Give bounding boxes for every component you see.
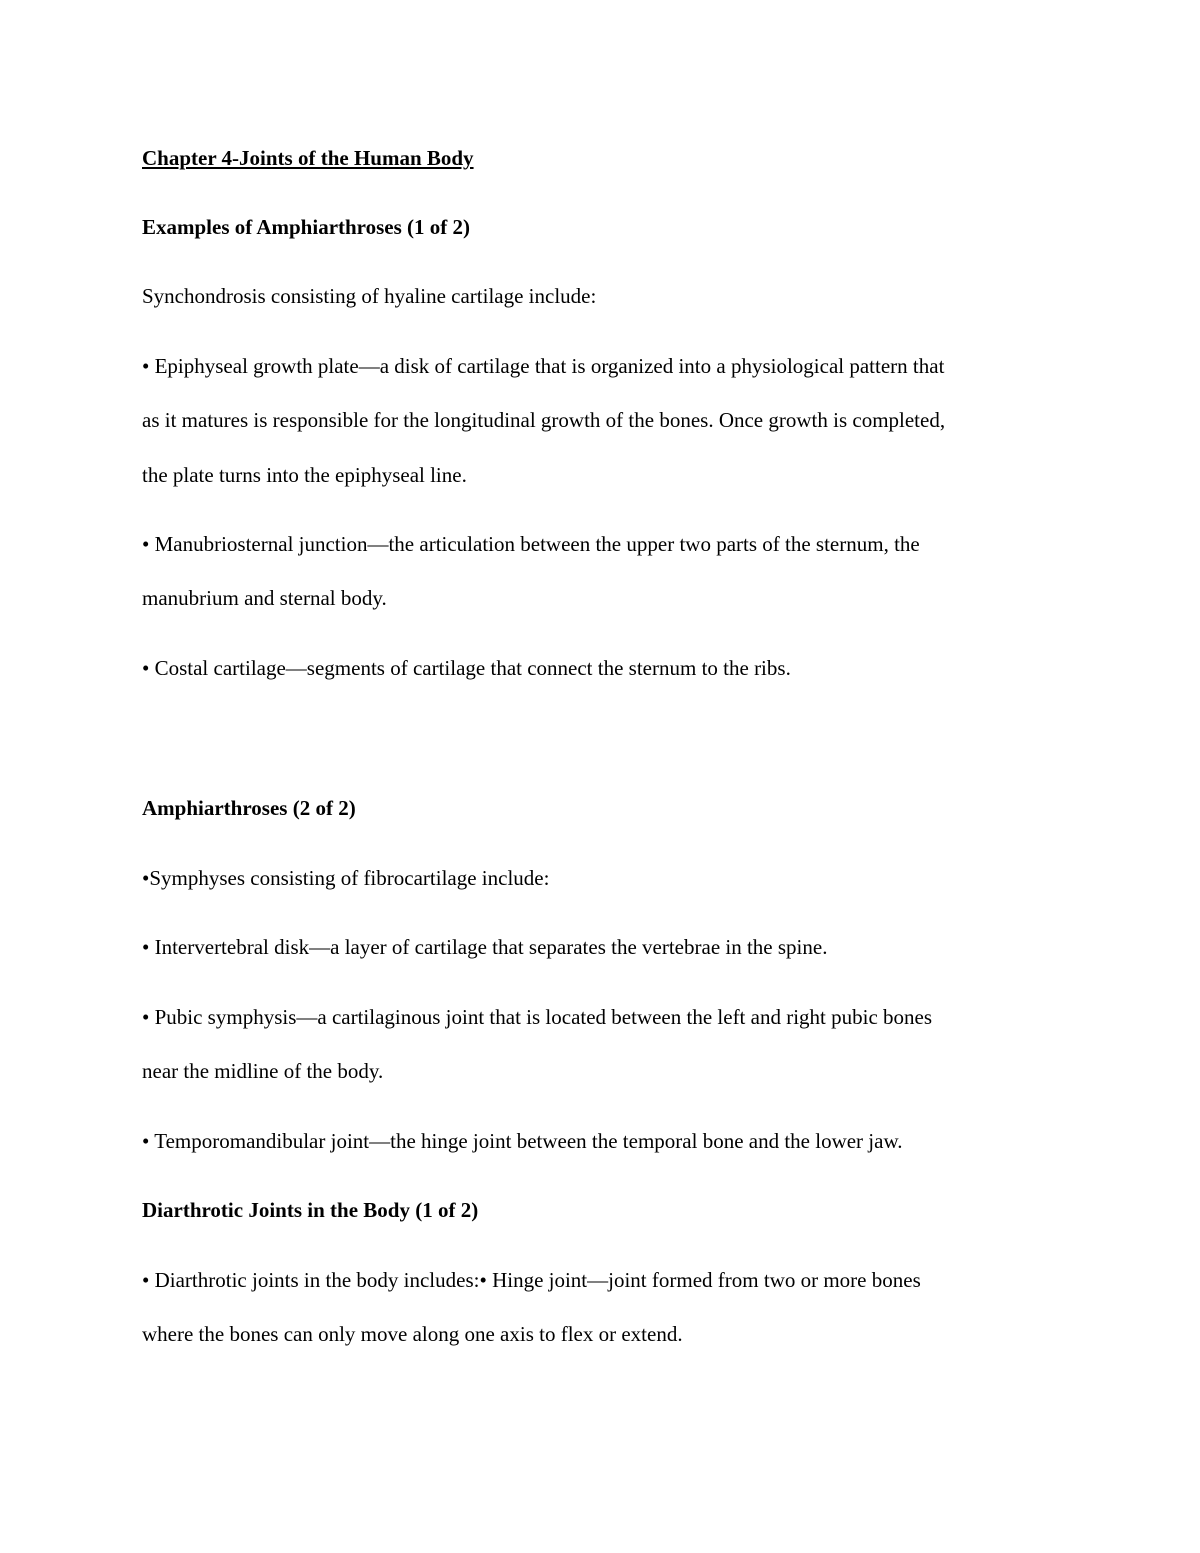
chapter-title: Chapter 4-Joints of the Human Body	[142, 146, 474, 170]
section3-bullet1-line2: where the bones can only move along one axis to flex or extend.	[142, 1322, 683, 1346]
section1-bullet2-line1: • Manubriosternal junction—the articulation between the upper two parts of the sternum, the	[142, 532, 920, 556]
section1-bullet1-line3: the plate turns into the epiphyseal line.	[142, 463, 467, 487]
section2-bullet1-line1: • Intervertebral disk—a layer of cartilage that separates the vertebrae in the spine.	[142, 935, 828, 959]
section2-intro: •Symphyses consisting of fibrocartilage include:	[142, 866, 550, 890]
section2-bullet2-line2: near the midline of the body.	[142, 1059, 384, 1083]
section3-bullet1-line1: • Diarthrotic joints in the body includes:• Hinge joint—joint formed from two or more bones	[142, 1268, 921, 1292]
section1-bullet1-line2: as it matures is responsible for the longitudinal growth of the bones. Once growth is completed,	[142, 408, 946, 432]
section1-bullet1-line1: • Epiphyseal growth plate—a disk of cartilage that is organized into a physiological pattern that	[142, 354, 945, 378]
section2-bullet2-line1: • Pubic symphysis—a cartilaginous joint that is located between the left and right pubic bones	[142, 1005, 933, 1029]
section1-heading: Examples of Amphiarthroses (1 of 2)	[142, 215, 471, 239]
section1-intro: Synchondrosis consisting of hyaline cartilage include:	[142, 284, 597, 308]
section2-bullet3-line1: • Temporomandibular joint—the hinge joint between the temporal bone and the lower jaw.	[142, 1129, 903, 1153]
section3-heading: Diarthrotic Joints in the Body (1 of 2)	[142, 1198, 479, 1222]
section2-heading: Amphiarthroses (2 of 2)	[142, 796, 356, 820]
section1-bullet3-line1: • Costal cartilage—segments of cartilage that connect the sternum to the ribs.	[142, 656, 791, 680]
section1-bullet2-line2: manubrium and sternal body.	[142, 586, 387, 610]
